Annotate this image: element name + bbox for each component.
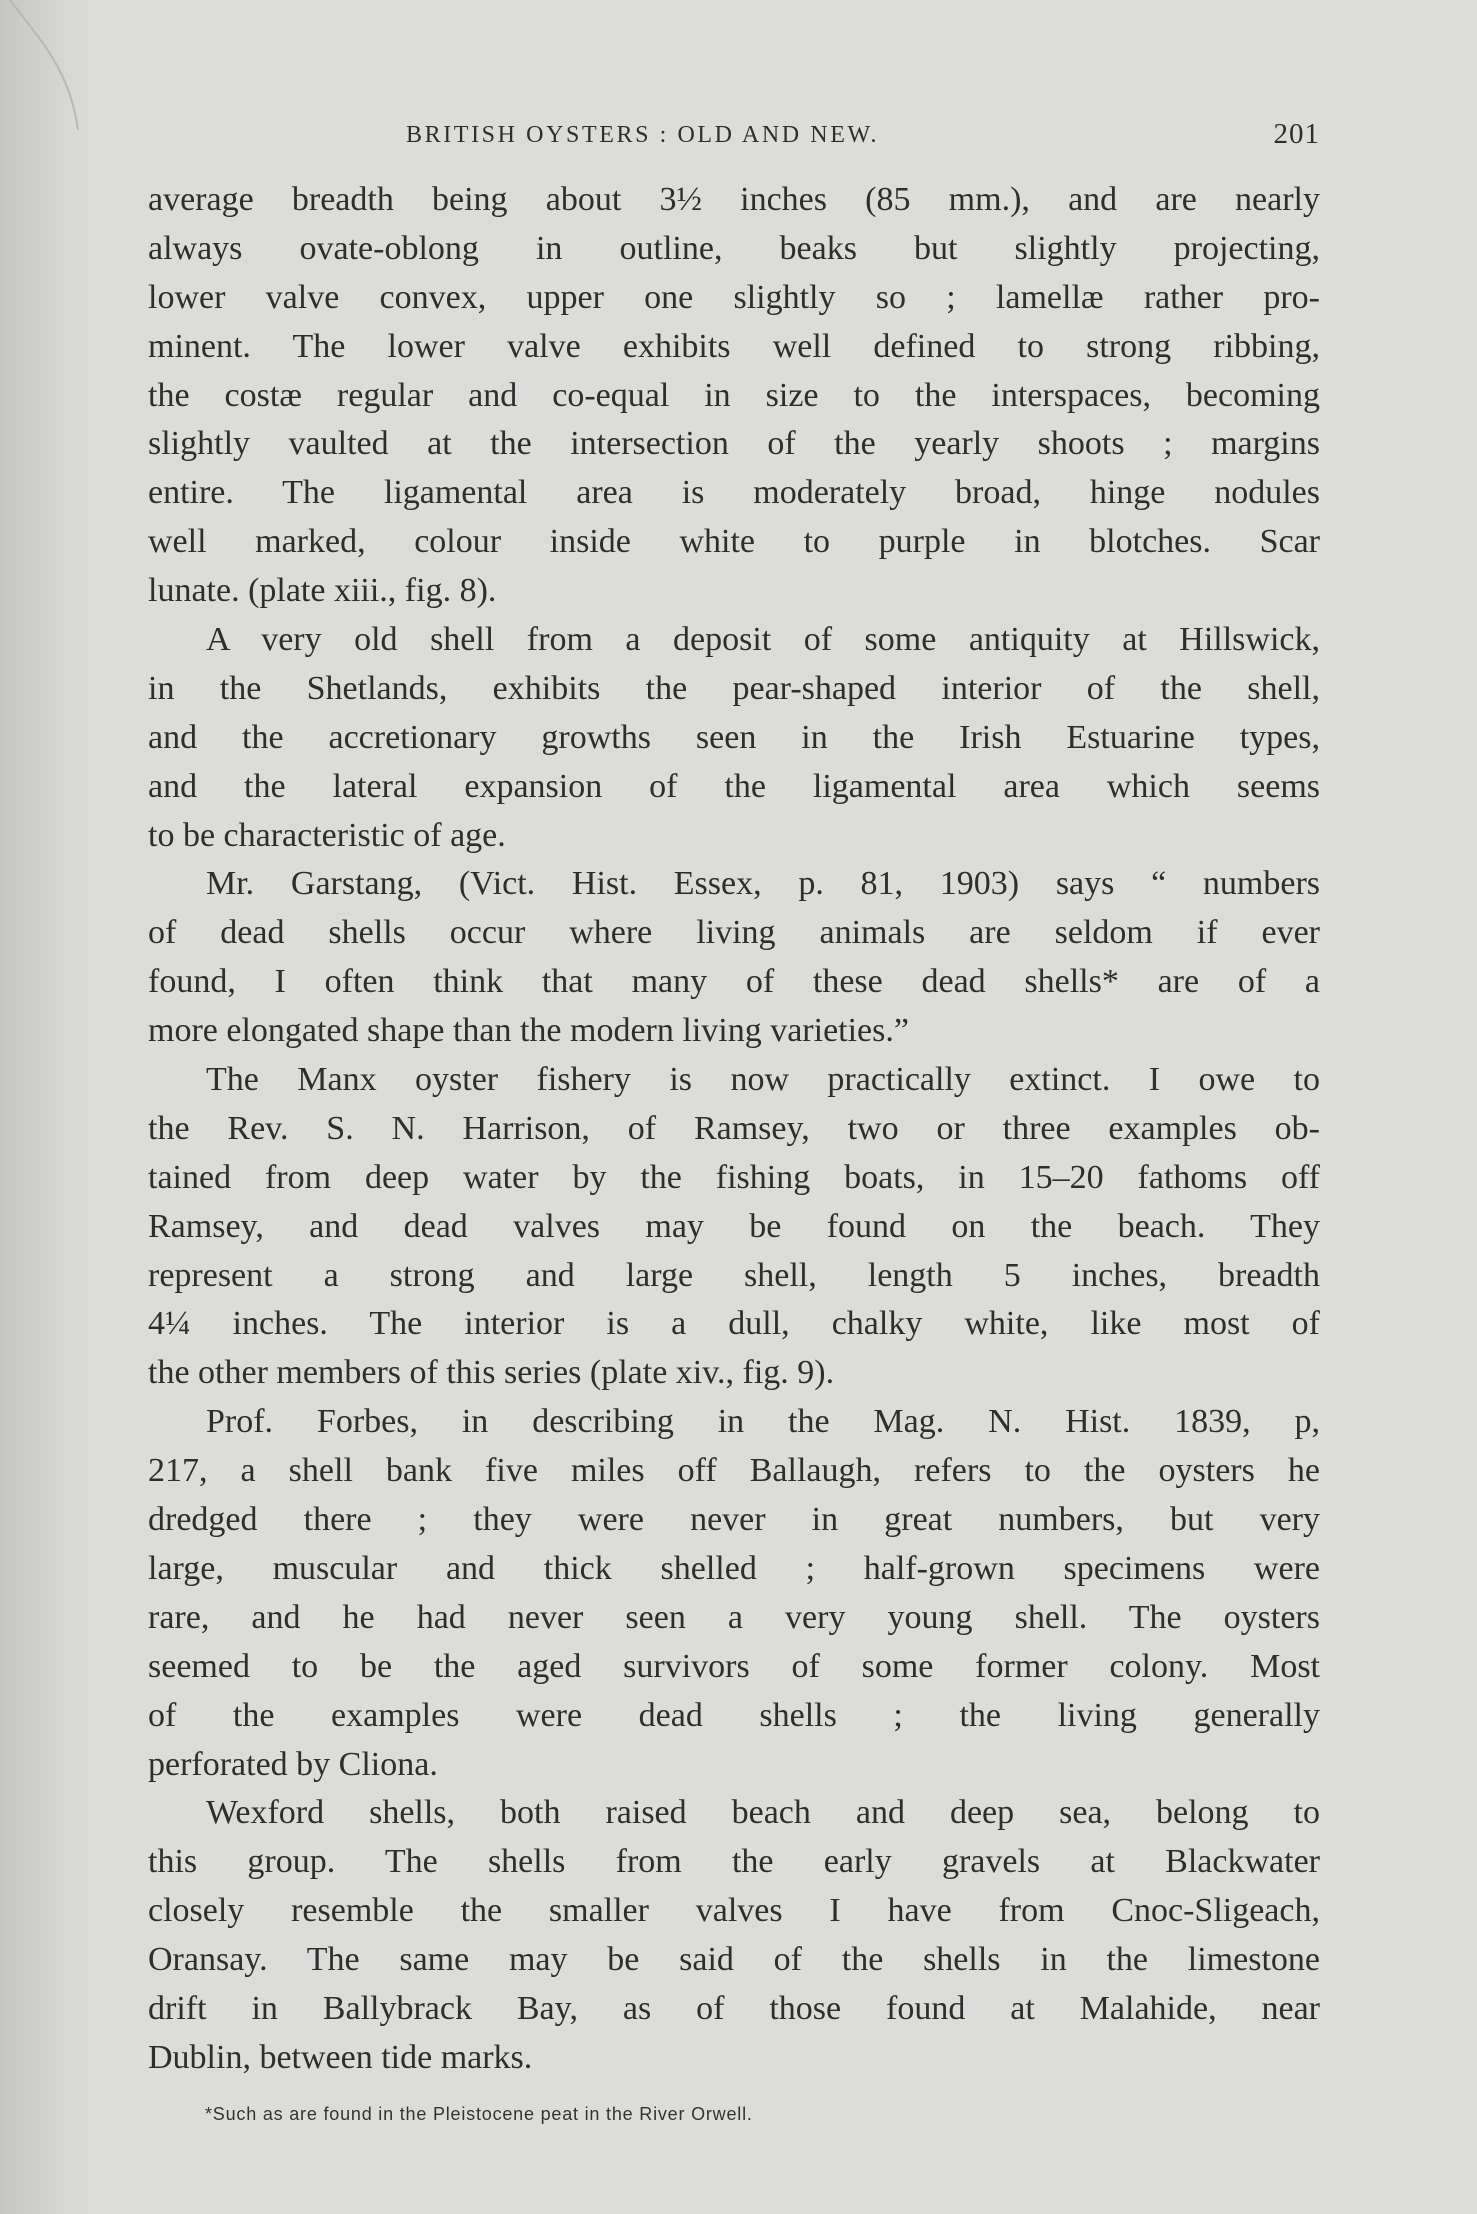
text-line: The Manx oyster fishery is now practically extinct. I owe to (206, 1061, 1320, 1099)
body-text (148, 176, 1320, 2083)
text-line: lower valve convex, upper one slightly so ; lamellæ rather pro- (148, 278, 1320, 316)
text-line: drift in Ballybrack Bay, as of those found at Malahide, near (148, 1989, 1320, 2027)
footnote: *Such as are found in the Pleistocene peat in the River Orwell. (205, 2104, 753, 2124)
text-line: in the Shetlands, exhibits the pear-shaped interior of the shell, (148, 669, 1320, 707)
text-line: closely resemble the smaller valves I have from Cnoc-Sligeach, (148, 1892, 1320, 1930)
text-line: minent. The lower valve exhibits well defined to strong ribbing, (148, 327, 1320, 365)
text-line: Mr. Garstang, (Vict. Hist. Essex, p. 81, 1903) says “ numbers (206, 865, 1320, 903)
text-line: Oransay. The same may be said of the shells in the limestone (148, 1941, 1320, 1979)
text-line: Wexford shells, both raised beach and deep sea, belong to (206, 1794, 1320, 1832)
text-line: tained from deep water by the fishing boats, in 15–20 fathoms off (148, 1158, 1320, 1196)
text-line: rare, and he had never seen a very young shell. The oysters (148, 1598, 1320, 1636)
text-line: entire. The ligamental area is moderately broad, hinge nodules (148, 474, 1320, 512)
text-line: average breadth being about 3½ inches (85 mm.), and are nearly (148, 181, 1320, 218)
text-line: 4¼ inches. The interior is a dull, chalky white, like most of (148, 1305, 1320, 1343)
text-line: slightly vaulted at the intersection of the yearly shoots ; margins (148, 425, 1320, 463)
page-number: 201 (1273, 118, 1320, 150)
text-line: of the examples were dead shells ; the living generally (148, 1696, 1320, 1734)
text-line: found, I often think that many of these dead shells* are of a (148, 963, 1320, 1001)
text-line: always ovate-oblong in outline, beaks but slightly projecting, (148, 229, 1320, 267)
text-line: the other members of this series (plate xiv., fig. 9). (148, 1354, 835, 1392)
text-line: large, muscular and thick shelled ; half-grown specimens were (148, 1549, 1320, 1587)
text-line: represent a strong and large shell, length 5 inches, breadth (148, 1256, 1320, 1294)
text-line: perforated by Cliona. (148, 1745, 438, 1783)
text-line: well marked, colour inside white to purple in blotches. Scar (148, 523, 1320, 561)
text-line: 217, a shell bank five miles off Ballaugh, refers to the oysters he (148, 1452, 1320, 1490)
text-line: more elongated shape than the modern living varieties.” (148, 1012, 909, 1050)
page-corner-mark (0, 0, 120, 200)
text-line: the costæ regular and co-equal in size to the interspaces, becoming (148, 376, 1320, 414)
text-line: seemed to be the aged survivors of some former colony. Most (148, 1647, 1320, 1685)
text-line: this group. The shells from the early gravels at Blackwater (148, 1843, 1320, 1881)
running-title: BRITISH OYSTERS : OLD AND NEW. (406, 122, 880, 148)
text-line: Ramsey, and dead valves may be found on the beach. They (148, 1207, 1320, 1245)
text-line: Dublin, between tide marks. (148, 2038, 533, 2076)
page-header (148, 118, 1320, 158)
text-line: the Rev. S. N. Harrison, of Ramsey, two or three examples ob- (148, 1109, 1320, 1147)
text-line: A very old shell from a deposit of some antiquity at Hillswick, (206, 621, 1320, 659)
text-line: and the accretionary growths seen in the Irish Estuarine types, (148, 718, 1320, 756)
page-edge-shadow (0, 0, 90, 2214)
text-line: and the lateral expansion of the ligamental area which seems (148, 767, 1320, 805)
text-line: of dead shells occur where living animals are seldom if ever (148, 914, 1320, 952)
text-line: to be characteristic of age. (148, 816, 506, 854)
text-line: dredged there ; they were never in great numbers, but very (148, 1501, 1320, 1539)
text-line: Prof. Forbes, in describing in the Mag. N. Hist. 1839, p, (206, 1403, 1320, 1441)
text-line: lunate. (plate xiii., fig. 8). (148, 572, 497, 610)
